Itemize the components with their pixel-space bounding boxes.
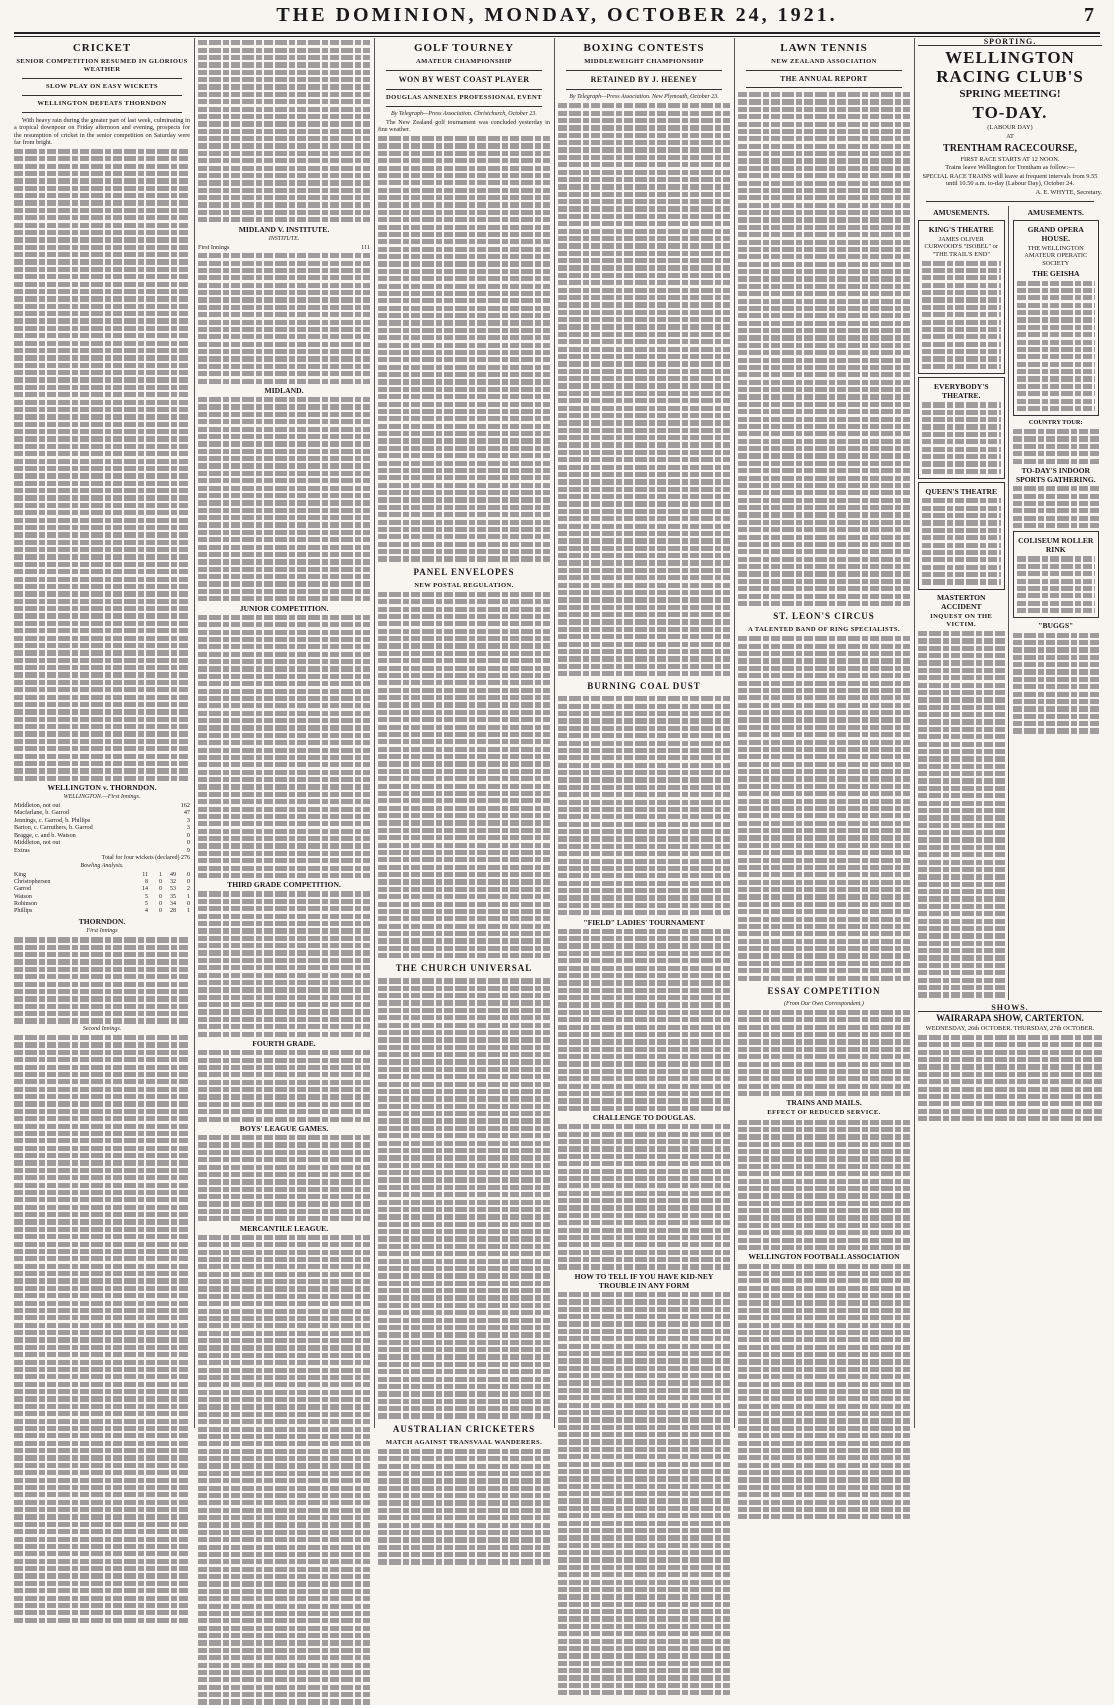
amusements-heading: AMUSEMENTS. [1027,207,1084,217]
the-geisha-title: THE GEISHA [1032,269,1080,279]
boys-league-heading: BOYS' LEAGUE GAMES. [239,1123,329,1133]
cricket-heading: CRICKET [72,42,132,54]
table-row: Watson 5 0 35 1 [14,893,190,900]
column-boxing [558,38,730,1428]
lawn-tennis-heading: LAWN TENNIS [780,42,868,54]
kings-theatre-title: KING'S THEATRE [928,224,994,234]
golf-heading: GOLF TOURNEY [413,42,515,54]
scorecard-title: WELLINGTON v. THORNDON. [47,783,157,793]
divider [22,112,182,113]
column-sporting-ads [918,38,1102,1428]
panel-envelopes-subheading: NEW POSTAL REGULATION. [414,581,514,589]
column-cricket [14,38,190,1428]
today-banner: TO-DAY. [972,103,1048,123]
boys-league-text [198,1135,370,1221]
divider [566,70,722,71]
mercantile-heading: MERCANTILE LEAGUE. [239,1223,329,1233]
essay-heading: ESSAY COMPETITION [767,985,881,996]
amusements-section [918,206,1102,1000]
sporting-header: SPORTING. [918,38,1102,46]
circus-text [738,636,910,980]
cricket-subheading-3: WELLINGTON DEFEATS THORNDON [37,100,167,107]
table-row: Christophersen 8 0 32 0 [14,879,190,886]
junior-competition-heading: JUNIOR COMPETITION. [239,603,329,613]
table-row: Barton, c. Carruthers, b. Garrod 3 [14,824,190,832]
golf-subheading-1: AMATEUR CHAMPIONSHIP [416,58,512,65]
burning-coal-dust-text [558,696,730,915]
golf-subheading-2: WON BY WEST COAST PLAYER [398,75,530,84]
divider [746,87,902,88]
amusements-heading: AMUSEMENTS. [933,207,990,217]
thorndon-heading: THORNDON. [78,917,126,927]
labour-day-note: (LABOUR DAY) [987,124,1033,132]
masthead [14,4,1100,30]
cricket-lead-paragraph: With heavy rain during the greater part of last week, culminating in a tropical downpour on Friday afternoon and evening, prospects for the resumption of cricket in the senior competition on Saturday were far from bright. [14,117,190,147]
fourth-grade-text [198,1050,370,1122]
boxing-subheading-1: MIDDLEWEIGHT CHAMPIONSHIP [584,58,704,65]
divider [746,70,902,71]
midland-subheading: MIDLAND. [264,385,304,395]
golf-dateline: By Telegraph—Press Association. Christchurch, October 23. [391,111,537,117]
table-row: Middleton, not out 0 [14,839,190,847]
scorecard-batting [14,802,190,854]
divider [22,78,182,79]
panel-envelopes-heading: PANEL ENVELOPES [413,566,515,577]
special-trains: SPECIAL RACE TRAINS will leave at frequent intervals from 9.55 until 10.50 a.m. to-day (Labour Day), October 24. [922,172,1098,188]
divider [22,95,182,96]
newspaper-title: THE DOMINION, MONDAY, OCTOBER 24, 1921. [276,4,838,26]
divider [386,106,542,107]
australian-cricketers-heading: AUSTRALIAN CRICKETERS [392,1423,536,1434]
coliseum-ad [1013,531,1100,618]
column-divider [734,38,735,1428]
panel-envelopes-text [378,592,550,959]
queens-theatre-title: QUEEN'S THEATRE [925,487,998,497]
wellington-amateur-society: THE WELLINGTON AMATEUR OPERATIC SOCIETY [1024,244,1088,267]
institute-subheading: INSTITUTE. [268,235,300,242]
masthead-rule [14,32,1100,37]
golf-body-text [378,136,550,562]
table-row: Jennings, c. Garrod, b. Phillips 3 [14,816,190,824]
kidney-trouble-text [558,1292,730,1695]
column-lawn-tennis [738,38,910,1428]
divider [926,201,1094,202]
column-divider [554,38,555,1428]
challenge-douglas-heading: CHALLENGE TO DOUGLAS. [592,1113,696,1123]
bowling-title: Bowling Analysis. [80,862,124,869]
table-row: Macfarlane, b. Garrod 47 [14,809,190,817]
column-golf [378,38,550,1446]
at-label: AT [1006,133,1014,140]
junior-competition-text [198,615,370,878]
trains-leave: Trains leave Wellington for Trentham as follow:— [945,164,1075,172]
australian-cricketers-text [378,1449,550,1565]
wairarapa-show-dates: WEDNESDAY, 26th OCTOBER. THURSDAY, 27th OCTOBER. [925,1025,1095,1033]
circus-heading: ST. LEON'S CIRCUS [773,611,875,622]
field-ladies-text [558,929,730,1111]
bowling-table [14,872,190,915]
australian-cricketers-subheading: MATCH AGAINST TRANSVAAL WANDERERS. [385,1438,543,1446]
mercantile-text [198,1235,370,1705]
lawn-tennis-subheading-1: NEW ZEALAND ASSOCIATION [771,58,877,65]
church-universal-heading: THE CHURCH UNIVERSAL [395,963,533,974]
column-divider [374,38,375,1428]
trentham-racecourse: TRENTHAM RACECOURSE, [943,142,1077,154]
church-universal-text [378,978,550,1418]
third-grade-heading: THIRD GRADE COMPETITION. [227,880,341,890]
scorecard-subtitle: WELLINGTON.—First Innings. [63,794,141,801]
boxing-subheading-2: RETAINED BY J. HEENEY [590,75,698,84]
boxing-dateline: By Telegraph—Press Association. New Plymouth, October 23. [569,94,719,100]
grand-opera-house-ad [1013,220,1100,417]
first-innings-label: First Innings [86,928,118,935]
everybodys-theatre-title: EVERYBODY'S THEATRE. [933,382,989,401]
table-row: Middleton, not out 162 [14,802,190,810]
column-divider [914,38,915,1428]
fourth-grade-heading: FOURTH GRADE. [252,1038,316,1048]
queens-theatre-ad [918,482,1005,590]
scores-continued [198,40,370,222]
institute-scorecard [198,253,370,384]
scorecard-total: Total for four wickets (declared) 276 [101,854,190,861]
field-ladies-heading: "FIELD" LADIES' TOURNAMENT [583,917,705,927]
table-row: Bragge, c. and b. Watson 0 [14,831,190,839]
masterton-accident-text [918,631,1005,998]
golf-lead: The New Zealand golf tournament was concluded yesterday in fine weather. [378,119,550,134]
cricket-subheading-2: SLOW PLAY ON EASY WICKETS [46,83,158,90]
racing-club-title: WELLINGTON RACING CLUB'S [936,48,1084,87]
boxing-body-text [558,103,730,676]
third-grade-text [198,891,370,1036]
lawn-tennis-subheading-2: THE ANNUAL REPORT [780,74,868,83]
essay-subheading: (From Our Own Correspondent.) [784,1000,864,1007]
amusements-right [1013,206,1103,1000]
trains-subheading: EFFECT OF REDUCED SERVICE. [767,1109,881,1117]
table-row: Extras 9 [14,846,190,854]
kidney-trouble-heading: HOW TO TELL IF YOU HAVE KID-NEY TROUBLE IN ANY FORM [574,1271,714,1290]
bugs-heading: "BUGGS" [1038,621,1074,631]
trains-heading: TRAINS AND MAILS. [786,1098,862,1108]
burning-coal-dust-heading: BURNING COAL DUST [587,681,701,692]
wairarapa-show-title: WAIRARAPA SHOW, CARTERTON. [936,1013,1084,1024]
kings-theatre-ad [918,220,1005,375]
indoor-sports-heading: TO-DAY'S INDOOR SPORTS GATHERING. [1015,465,1096,484]
spring-meeting: SPRING MEETING! [959,88,1061,101]
column-divider [194,38,195,1428]
midland-institute-heading: MIDLAND V. INSTITUTE. [238,224,330,234]
trains-text [738,1120,910,1251]
table-row: Phillips 4 0 28 1 [14,907,190,914]
cricket-body-text [14,149,190,781]
amusements-left [918,206,1009,1000]
divider [386,89,542,90]
golf-subheading-3: DOUGLAS ANNEXES PROFESSIONAL EVENT [386,94,542,101]
second-innings-label: Second Innings. [82,1025,122,1032]
column-cricket-scores [198,38,370,1428]
first-race-time: FIRST RACE STARTS AT 12 NOON. [960,155,1060,163]
coliseum-title: COLISEUM ROLLER RINK [1018,536,1094,555]
grand-opera-house-title: GRAND OPERA HOUSE. [1027,224,1084,243]
masterton-accident-heading: MASTERTON ACCIDENT [936,592,986,611]
thorndon-second-scorecard [14,1035,190,1623]
country-tour-label: COUNTRY TOUR: [1028,419,1083,427]
cricket-subheading-1: SENIOR COMPETITION RESUMED IN GLORIOUS WEATHER [16,58,188,73]
divider [386,70,542,71]
table-row: Robinson 5 0 34 0 [14,900,190,907]
secretary-signature: A. E. WHYTE, Secretary. [1035,188,1102,196]
kings-theatre-body: JAMES OLIVER CURWOOD'S "ISOBEL" or "THE TRAIL'S END" [924,235,998,258]
masterton-accident-subheading: INQUEST ON THE VICTIM. [930,612,993,628]
divider [566,89,722,90]
everybodys-theatre-ad [918,377,1005,479]
page-number: 7 [1084,4,1094,26]
challenge-douglas-text [558,1124,730,1269]
shows-header: SHOWS. [918,1004,1102,1012]
boxing-heading: BOXING CONTESTS [583,42,705,54]
football-association-text [738,1264,910,1520]
table-row: King 11 1 49 0 [14,871,190,878]
circus-subheading: A TALENTED BAND OF RING SPECIALISTS. [747,626,901,634]
thorndon-scorecard [14,937,190,1023]
essay-text [738,1010,910,1096]
football-association-heading: WELLINGTON FOOTBALL ASSOCIATION [748,1252,900,1262]
midland-scorecard [198,397,370,601]
table-row: First Innings 111 [198,243,370,251]
lawn-tennis-text [738,92,910,606]
table-row: Garrod 14 0 53 2 [14,886,190,893]
